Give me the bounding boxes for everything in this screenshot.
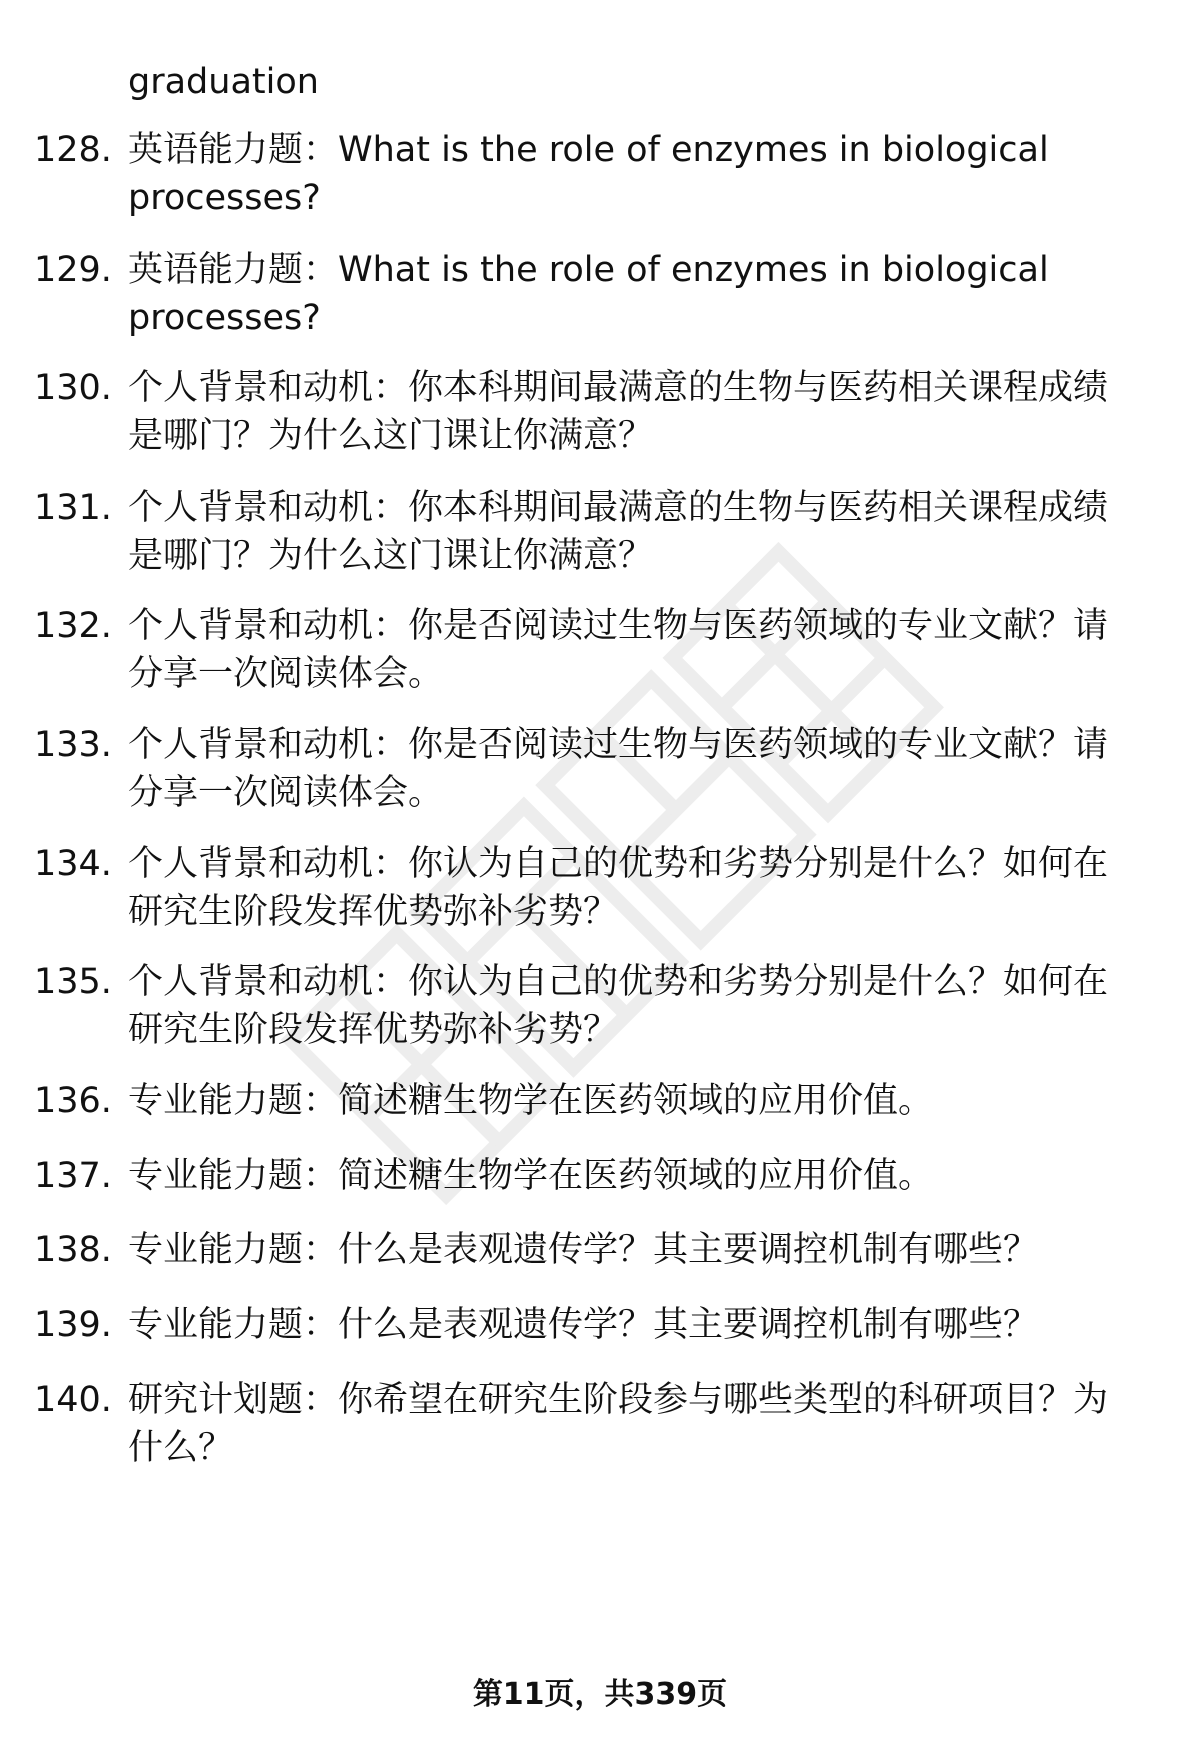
item-text: 个人背景和动机：你认为自己的优势和劣势分别是什么？如何在 研究生阶段发挥优势弥补劣势？	[128, 962, 1109, 1050]
item-number: 137.	[34, 1156, 112, 1196]
item-text: 英语能力题：What is the role of enzymes in biological processes?	[128, 250, 1049, 338]
continuation-text: graduation	[128, 62, 319, 102]
item-number: 140.	[34, 1380, 112, 1420]
item-text: 个人背景和动机：你是否阅读过生物与医药领域的专业文献？请 分享一次阅读体会。	[128, 606, 1109, 694]
item-text: 个人背景和动机：你认为自己的优势和劣势分别是什么？如何在 研究生阶段发挥优势弥补劣势？	[128, 844, 1109, 932]
item-text: 专业能力题：什么是表观遗传学？其主要调控机制有哪些？	[128, 1305, 1039, 1345]
item-text: 英语能力题：What is the role of enzymes in biological processes?	[128, 130, 1049, 218]
item-text: 专业能力题：什么是表观遗传学？其主要调控机制有哪些？	[128, 1230, 1039, 1270]
item-number: 138.	[34, 1230, 112, 1270]
item-text: 研究计划题：你希望在研究生阶段参与哪些类型的科研项目？为 什么？	[128, 1380, 1109, 1468]
page-footer: 第11页，共339页	[472, 1677, 728, 1712]
item-text: 个人背景和动机：你是否阅读过生物与医药领域的专业文献？请 分享一次阅读体会。	[128, 725, 1109, 813]
item-number: 132.	[34, 606, 112, 646]
item-number: 129.	[34, 250, 112, 290]
item-number: 130.	[34, 368, 112, 408]
item-number: 131.	[34, 488, 112, 528]
item-number: 128.	[34, 130, 112, 170]
item-number: 135.	[34, 962, 112, 1002]
item-text: 专业能力题：简述糖生物学在医药领域的应用价值。	[128, 1081, 934, 1121]
item-number: 134.	[34, 844, 112, 884]
item-number: 139.	[34, 1305, 112, 1345]
item-number: 133.	[34, 725, 112, 765]
item-text: 个人背景和动机：你本科期间最满意的生物与医药相关课程成绩 是哪门？为什么这门课让你满意？	[128, 368, 1109, 456]
item-text: 专业能力题：简述糖生物学在医药领域的应用价值。	[128, 1156, 934, 1196]
item-text: 个人背景和动机：你本科期间最满意的生物与医药相关课程成绩 是哪门？为什么这门课让你满意？	[128, 488, 1109, 576]
item-number: 136.	[34, 1081, 112, 1121]
